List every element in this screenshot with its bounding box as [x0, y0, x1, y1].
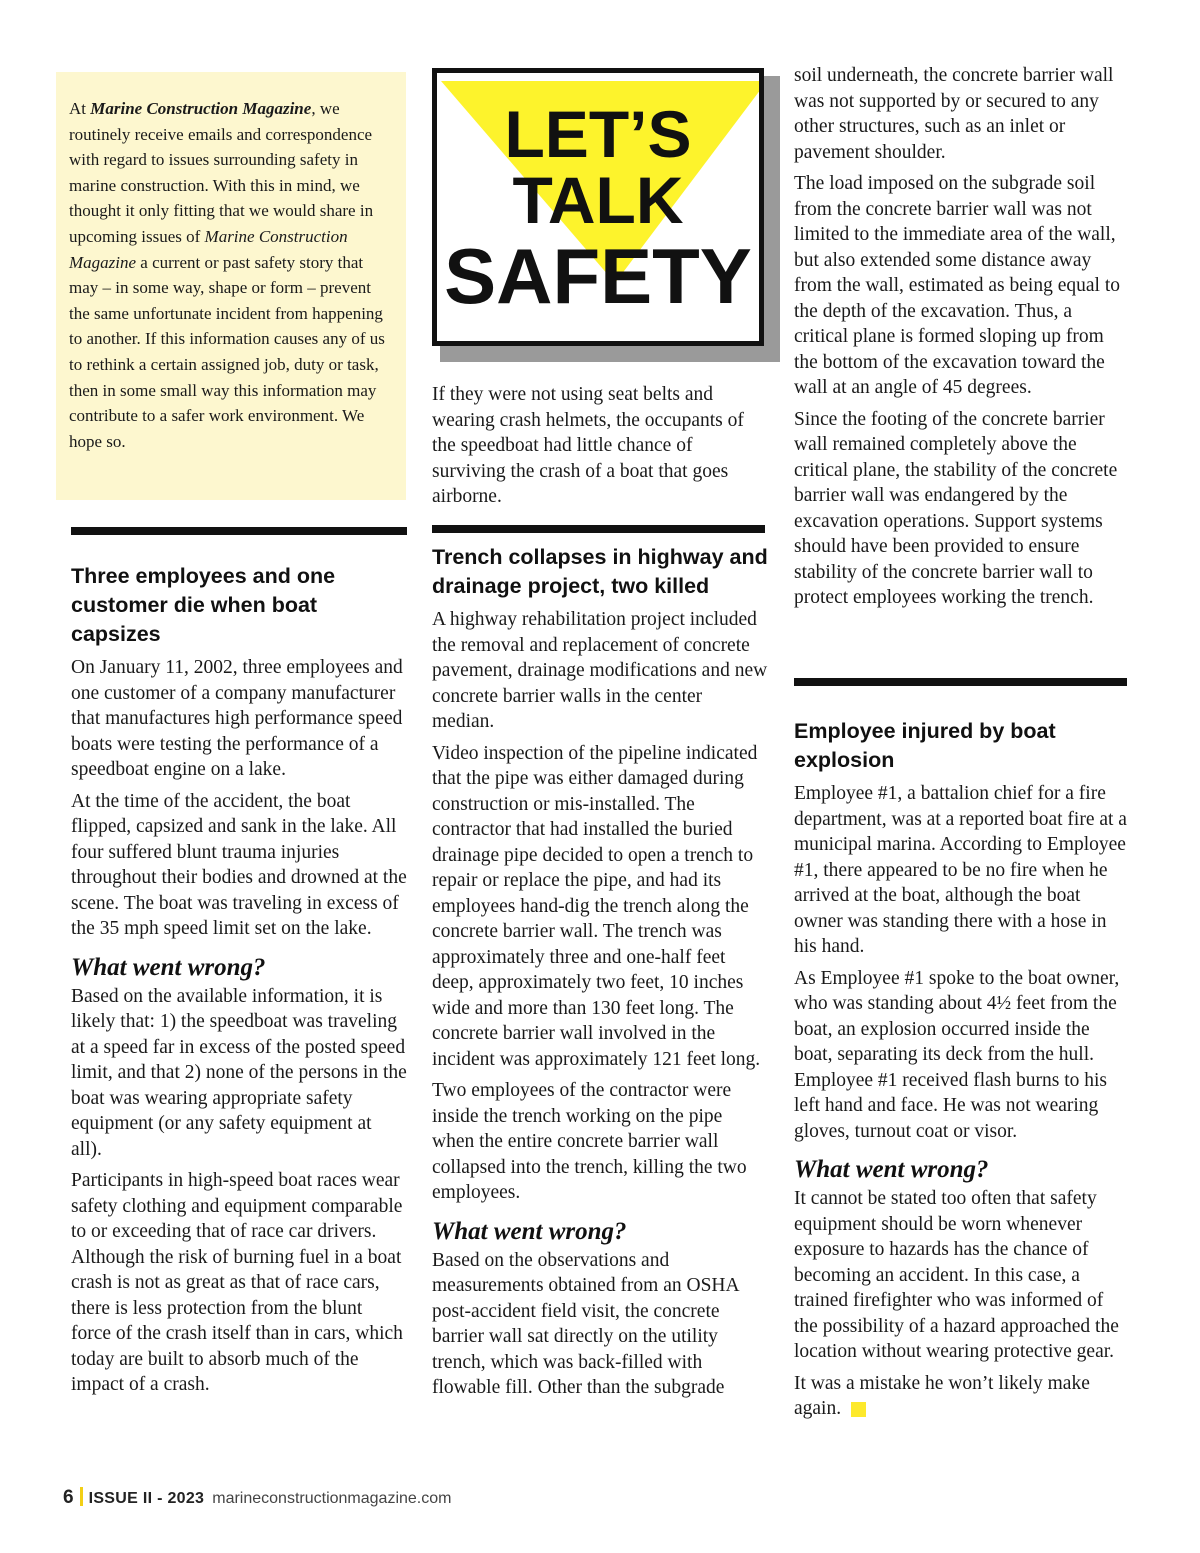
paragraph: Video inspection of the pipeline indicated that the pipe was either damaged during construction or mis-installed. The contractor that had installed the buried drainage pipe decided to open a trench to repair or replace the pipe, and had its employees hand-dig the trench along the concrete barrier wall. The trench was approximately three and one-half feet deep, approximately two feet, 10 inches wide and more than 130 feet long. The concrete barrier wall involved in the incident was approximately 121 feet long.	[432, 742, 761, 1070]
page-footer	[63, 1487, 451, 1509]
paragraph: Since the footing of the concrete barrier wall remained completely above the critical plane, the stability of the concrete barrier wall was endangered by the excavation operations. Support systems should have been provided to ensure stability of the concrete barrier wall to protect employees working the trench.	[794, 408, 1118, 608]
closing-paragraph: It was a mistake he won’t likely make again.	[794, 1372, 1090, 1419]
paragraph: Employee #1, a battalion chief for a fire department, was at a reported boat fire at a municipal marina. According to Employee #1, there appeared to be no fire when he arrived at the boat, although the boat owner was standing there with a hose in his hand.	[794, 783, 1127, 957]
paragraph: At the time of the accident, the boat flipped, capsized and sank in the lake. All four suffered blunt trauma injuries throughout their bodies and drowned at the scene. The boat was traveling in excess of the 35 mph speed limit set on the lake.	[71, 790, 407, 939]
paragraph: If they were not using seat belts and wearing crash helmets, the occupants of the speedboat had little chance of surviving the crash of a boat that goes airborne.	[432, 384, 744, 507]
subhead: What went wrong?	[71, 953, 266, 981]
article-trench-collapse	[432, 543, 768, 1407]
end-mark-icon	[851, 1402, 866, 1417]
lets-talk-safety-logo	[432, 68, 764, 346]
paragraph: On January 11, 2002, three employees and one customer of a company manufacturer that manufactures high performance speed boats were testing the performance of a speedboat engine on a lake.	[71, 657, 403, 780]
page-number: 6	[63, 1487, 74, 1508]
paragraph: The load imposed on the subgrade soil from the concrete barrier wall was not limited to the immediate area of the wall, but also extended some distance away from the wall, estimated as being equal to the depth of the excavation. Thus, a critical plane is formed sloping up from the bottom of the excavation toward the wall at an angle of 45 degrees.	[794, 173, 1120, 398]
article-boat-capsizes-continued	[432, 382, 768, 516]
paragraph: Two employees of the contractor were inside the trench working on the pipe when the entire concrete barrier wall collapsed into the trench, killing the two employees.	[432, 1080, 747, 1203]
footer-divider	[80, 1487, 83, 1506]
section-rule	[794, 678, 1127, 686]
subhead: What went wrong?	[794, 1156, 989, 1183]
subhead: What went wrong?	[432, 1217, 627, 1245]
paragraph: soil underneath, the concrete barrier wall was not supported by or secured to any other structures, such as an inlet or pavement shoulder.	[794, 65, 1114, 163]
paragraph: Participants in high-speed boat races wear safety clothing and equipment comparable to or exceeding that of race car drivers. Although the risk of burning fuel in a boat crash is not as great as that of race cars, there is less protection from the blunt force of the crash itself than in cars, which today are built to absorb much of the impact of a crash.	[71, 1170, 403, 1395]
article-boat-capsizes	[71, 562, 407, 1404]
paragraph: Based on the available information, it is likely that: 1) the speedboat was traveling at a speed far in excess of the posted speed limit, and that 2) none of the persons in the boat was wearing appropriate safety equipment (or any safety equipment at all).	[71, 985, 407, 1160]
article-title: Three employees and one customer die when boat capsizes	[71, 564, 336, 646]
website-link[interactable]: marineconstructionmagazine.com	[212, 1490, 452, 1507]
logo-line-3: SAFETY	[444, 232, 752, 320]
section-rule	[71, 527, 407, 535]
paragraph: It cannot be stated too often that safety equipment should be worn whenever exposure to hazards has the chance of becoming an accident. In this case, a trained firefighter who was informed of the possibility of a hazard approached the location without wearing protective gear.	[794, 1188, 1119, 1362]
issue-label: ISSUE II - 2023	[88, 1490, 205, 1507]
article-title: Employee injured by boat explosion	[794, 719, 1056, 772]
intro-text: At Marine Construction Magazine, we routinely receive emails and correspondence with regard to issues surrounding safety in marine construction. With this in mind, we thought it only fitting that we would share in upcoming issues of Marine Construction Magazine a current or past safety story that may – in some way, shape or form – prevent the same unfortunate incident from happening to another. If this information causes any of us to rethink a certain assigned job, duty or task, then in some small way this information may contribute to a safer work environment. We hope so.	[69, 99, 385, 451]
article-title: Trench collapses in highway and drainage project, two killed	[432, 545, 768, 598]
paragraph: A highway rehabilitation project included the removal and replacement of concrete pavement, drainage modifications and new concrete barrier walls in the center median.	[432, 609, 768, 732]
section-rule	[432, 525, 765, 533]
paragraph: Based on the observations and measurements obtained from an OSHA post-accident field visit, the concrete barrier wall sat directly on the utility trench, which was back-filled with flowable fill. Other than the subgrade	[432, 1249, 739, 1398]
article-trench-collapse-continued	[794, 63, 1130, 617]
logo-line-2: TALK	[512, 163, 684, 237]
logo-line-1: LET’S	[504, 97, 692, 171]
article-boat-explosion	[794, 717, 1130, 1428]
paragraph: As Employee #1 spoke to the boat owner, who was standing about 4½ feet from the boat, an explosion occurred inside the boat, separating its deck from the hull. Employee #1 received flash burns to his left hand and face. He was not wearing gloves, turnout coat or visor.	[794, 967, 1120, 1142]
